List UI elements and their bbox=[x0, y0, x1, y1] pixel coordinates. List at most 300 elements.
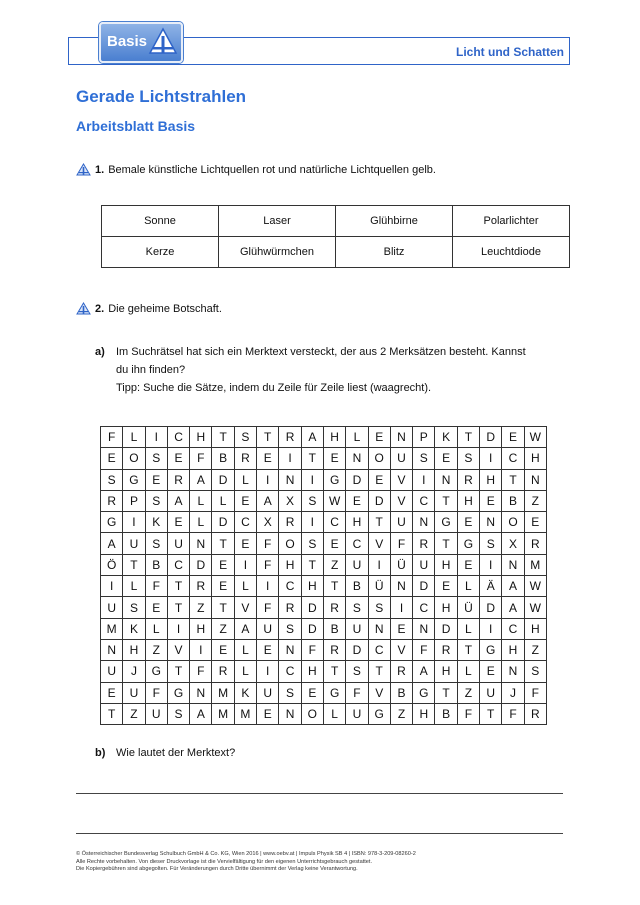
grid-letter-cell[interactable]: L bbox=[323, 703, 345, 724]
grid-letter-cell[interactable]: H bbox=[524, 448, 546, 469]
grid-letter-cell[interactable]: Ü bbox=[368, 576, 390, 597]
grid-letter-cell[interactable]: R bbox=[413, 533, 435, 554]
grid-letter-cell[interactable]: T bbox=[502, 469, 524, 490]
task-2-text: Die geheime Botschaft. bbox=[108, 302, 222, 315]
grid-letter-cell[interactable]: G bbox=[480, 639, 502, 660]
grid-letter-cell[interactable]: G bbox=[413, 682, 435, 703]
grid-letter-cell[interactable]: V bbox=[390, 469, 412, 490]
grid-letter-cell[interactable]: E bbox=[435, 448, 457, 469]
grid-letter-cell[interactable]: T bbox=[435, 682, 457, 703]
grid-letter-cell[interactable]: S bbox=[101, 469, 123, 490]
grid-letter-cell[interactable]: L bbox=[234, 661, 256, 682]
grid-letter-cell[interactable]: B bbox=[145, 554, 167, 575]
grid-letter-cell[interactable]: D bbox=[435, 618, 457, 639]
grid-letter-cell[interactable]: T bbox=[167, 661, 189, 682]
grid-row bbox=[101, 661, 547, 682]
grid-letter-cell[interactable]: F bbox=[190, 661, 212, 682]
grid-letter-cell[interactable]: F bbox=[413, 639, 435, 660]
grid-letter-cell[interactable]: N bbox=[390, 576, 412, 597]
grid-letter-cell[interactable]: E bbox=[346, 490, 368, 511]
grid-letter-cell[interactable]: U bbox=[257, 618, 279, 639]
grid-letter-cell[interactable]: E bbox=[257, 703, 279, 724]
grid-letter-cell[interactable]: E bbox=[167, 448, 189, 469]
grid-letter-cell[interactable]: S bbox=[279, 682, 301, 703]
grid-letter-cell[interactable]: E bbox=[390, 618, 412, 639]
grid-letter-cell[interactable]: F bbox=[257, 533, 279, 554]
grid-letter-cell[interactable]: E bbox=[145, 597, 167, 618]
grid-letter-cell[interactable]: E bbox=[368, 427, 390, 448]
grid-letter-cell[interactable]: R bbox=[212, 661, 234, 682]
grid-letter-cell[interactable]: S bbox=[145, 490, 167, 511]
grid-letter-cell[interactable]: C bbox=[502, 448, 524, 469]
grid-letter-cell[interactable]: F bbox=[524, 682, 546, 703]
grid-letter-cell[interactable]: X bbox=[257, 512, 279, 533]
grid-letter-cell[interactable]: G bbox=[101, 512, 123, 533]
grid-letter-cell[interactable]: F bbox=[145, 682, 167, 703]
grid-letter-cell[interactable]: I bbox=[390, 597, 412, 618]
grid-letter-cell[interactable]: A bbox=[190, 469, 212, 490]
word-cell[interactable]: Blitz bbox=[336, 237, 453, 268]
grid-letter-cell[interactable]: X bbox=[279, 490, 301, 511]
grid-letter-cell[interactable]: S bbox=[301, 490, 323, 511]
grid-letter-cell[interactable]: K bbox=[234, 682, 256, 703]
grid-letter-cell[interactable]: T bbox=[457, 427, 479, 448]
grid-letter-cell[interactable]: C bbox=[413, 597, 435, 618]
word-search-grid bbox=[100, 426, 547, 725]
grid-letter-cell[interactable]: S bbox=[368, 597, 390, 618]
grid-letter-cell[interactable]: M bbox=[212, 703, 234, 724]
grid-letter-cell[interactable]: H bbox=[435, 661, 457, 682]
grid-letter-cell[interactable]: N bbox=[502, 554, 524, 575]
grid-letter-cell[interactable]: H bbox=[435, 597, 457, 618]
grid-letter-cell[interactable]: U bbox=[145, 703, 167, 724]
grid-letter-cell[interactable]: S bbox=[524, 661, 546, 682]
grid-letter-cell[interactable]: E bbox=[212, 576, 234, 597]
grid-letter-cell[interactable]: R bbox=[279, 427, 301, 448]
grid-letter-cell[interactable]: M bbox=[524, 554, 546, 575]
grid-letter-cell[interactable]: D bbox=[368, 490, 390, 511]
grid-letter-cell[interactable]: U bbox=[413, 554, 435, 575]
grid-letter-cell[interactable]: R bbox=[435, 639, 457, 660]
grid-letter-cell[interactable]: G bbox=[145, 661, 167, 682]
grid-letter-cell[interactable]: K bbox=[435, 427, 457, 448]
grid-letter-cell[interactable]: G bbox=[368, 703, 390, 724]
grid-letter-cell[interactable]: A bbox=[101, 533, 123, 554]
grid-letter-cell[interactable]: H bbox=[323, 427, 345, 448]
grid-letter-cell[interactable]: V bbox=[390, 639, 412, 660]
grid-letter-cell[interactable]: U bbox=[167, 533, 189, 554]
word-cell[interactable]: Kerze bbox=[102, 237, 219, 268]
grid-letter-cell[interactable]: T bbox=[212, 533, 234, 554]
grid-letter-cell[interactable]: S bbox=[480, 533, 502, 554]
task-2b-text: Wie lautet der Merktext? bbox=[116, 747, 236, 759]
grid-letter-cell[interactable]: F bbox=[190, 448, 212, 469]
grid-letter-cell[interactable]: C bbox=[279, 576, 301, 597]
grid-letter-cell[interactable]: R bbox=[457, 469, 479, 490]
grid-letter-cell[interactable]: N bbox=[101, 639, 123, 660]
grid-letter-cell[interactable]: N bbox=[435, 469, 457, 490]
grid-letter-cell[interactable]: Ö bbox=[101, 554, 123, 575]
grid-letter-cell[interactable]: L bbox=[346, 427, 368, 448]
grid-letter-cell[interactable]: E bbox=[234, 490, 256, 511]
grid-letter-cell[interactable]: E bbox=[145, 469, 167, 490]
grid-letter-cell[interactable]: I bbox=[279, 448, 301, 469]
grid-letter-cell[interactable]: R bbox=[323, 639, 345, 660]
grid-letter-cell[interactable]: V bbox=[234, 597, 256, 618]
grid-letter-cell[interactable]: E bbox=[301, 682, 323, 703]
grid-letter-cell[interactable]: G bbox=[323, 682, 345, 703]
grid-letter-cell[interactable]: N bbox=[524, 469, 546, 490]
grid-letter-cell[interactable]: V bbox=[368, 533, 390, 554]
task-2a-line-2: du ihn finden? bbox=[116, 364, 186, 376]
grid-letter-cell[interactable]: L bbox=[234, 639, 256, 660]
grid-letter-cell[interactable]: U bbox=[101, 597, 123, 618]
grid-letter-cell[interactable]: I bbox=[167, 618, 189, 639]
grid-letter-cell[interactable]: R bbox=[101, 490, 123, 511]
grid-letter-cell[interactable]: Z bbox=[190, 597, 212, 618]
grid-letter-cell[interactable]: E bbox=[368, 469, 390, 490]
grid-letter-cell[interactable]: X bbox=[502, 533, 524, 554]
word-cell[interactable]: Laser bbox=[219, 206, 336, 237]
grid-letter-cell[interactable]: V bbox=[167, 639, 189, 660]
grid-letter-cell[interactable]: S bbox=[301, 533, 323, 554]
grid-letter-cell[interactable]: E bbox=[101, 682, 123, 703]
grid-letter-cell[interactable]: H bbox=[524, 618, 546, 639]
grid-letter-cell[interactable]: H bbox=[279, 554, 301, 575]
grid-letter-cell[interactable]: I bbox=[480, 448, 502, 469]
grid-letter-cell[interactable]: J bbox=[502, 682, 524, 703]
grid-letter-cell[interactable]: S bbox=[167, 703, 189, 724]
grid-letter-cell[interactable]: N bbox=[502, 661, 524, 682]
grid-letter-cell[interactable]: L bbox=[212, 490, 234, 511]
grid-letter-cell[interactable]: H bbox=[346, 512, 368, 533]
grid-letter-cell[interactable]: M bbox=[234, 703, 256, 724]
grid-letter-cell[interactable]: E bbox=[480, 661, 502, 682]
grid-letter-cell[interactable]: S bbox=[145, 533, 167, 554]
grid-letter-cell[interactable]: F bbox=[257, 554, 279, 575]
grid-letter-cell[interactable]: G bbox=[457, 533, 479, 554]
grid-letter-cell[interactable]: H bbox=[190, 427, 212, 448]
grid-letter-cell[interactable]: T bbox=[435, 490, 457, 511]
grid-letter-cell[interactable]: S bbox=[279, 618, 301, 639]
grid-letter-cell[interactable]: S bbox=[413, 448, 435, 469]
grid-letter-cell[interactable]: C bbox=[323, 512, 345, 533]
grid-letter-cell[interactable]: G bbox=[435, 512, 457, 533]
grid-letter-cell[interactable]: U bbox=[346, 703, 368, 724]
grid-letter-cell[interactable]: E bbox=[167, 512, 189, 533]
grid-letter-cell[interactable]: S bbox=[123, 597, 145, 618]
grid-letter-cell[interactable]: I bbox=[190, 639, 212, 660]
grid-letter-cell[interactable]: T bbox=[212, 597, 234, 618]
grid-letter-cell[interactable]: H bbox=[480, 469, 502, 490]
grid-letter-cell[interactable]: W bbox=[524, 427, 546, 448]
grid-letter-cell[interactable]: A bbox=[301, 427, 323, 448]
grid-letter-cell[interactable]: U bbox=[123, 533, 145, 554]
grid-letter-cell[interactable]: F bbox=[101, 427, 123, 448]
grid-row bbox=[101, 512, 547, 533]
grid-letter-cell[interactable]: I bbox=[413, 469, 435, 490]
footer-line-2: Alle Rechte vorbehalten. Von dieser Druckvorlage ist die Vervielfältigung für den eigenen Unterrichtsgebrauch gestattet. bbox=[76, 858, 373, 865]
grid-letter-cell[interactable]: S bbox=[346, 597, 368, 618]
grid-letter-cell[interactable]: C bbox=[167, 554, 189, 575]
grid-letter-cell[interactable]: F bbox=[390, 533, 412, 554]
grid-letter-cell[interactable]: A bbox=[190, 703, 212, 724]
grid-letter-cell[interactable]: L bbox=[234, 469, 256, 490]
grid-letter-cell[interactable]: U bbox=[101, 661, 123, 682]
grid-letter-cell[interactable]: E bbox=[457, 554, 479, 575]
grid-letter-cell[interactable]: L bbox=[145, 618, 167, 639]
grid-letter-cell[interactable]: L bbox=[190, 490, 212, 511]
grid-letter-cell[interactable]: D bbox=[480, 427, 502, 448]
grid-letter-cell[interactable]: D bbox=[212, 469, 234, 490]
grid-letter-cell[interactable]: L bbox=[457, 618, 479, 639]
grid-letter-cell[interactable]: O bbox=[123, 448, 145, 469]
grid-letter-cell[interactable]: C bbox=[346, 533, 368, 554]
grid-letter-cell[interactable]: T bbox=[323, 576, 345, 597]
grid-letter-cell[interactable]: I bbox=[480, 554, 502, 575]
grid-letter-cell[interactable]: O bbox=[279, 533, 301, 554]
grid-letter-cell[interactable]: B bbox=[323, 618, 345, 639]
grid-letter-cell[interactable]: C bbox=[502, 618, 524, 639]
grid-letter-cell[interactable]: I bbox=[234, 554, 256, 575]
grid-letter-cell[interactable]: L bbox=[123, 427, 145, 448]
grid-letter-cell[interactable]: O bbox=[502, 512, 524, 533]
grid-letter-cell[interactable]: E bbox=[212, 554, 234, 575]
grid-letter-cell[interactable]: T bbox=[212, 427, 234, 448]
grid-letter-cell[interactable]: I bbox=[257, 576, 279, 597]
grid-row bbox=[101, 427, 547, 448]
grid-letter-cell[interactable]: H bbox=[502, 639, 524, 660]
grid-letter-cell[interactable]: R bbox=[279, 512, 301, 533]
grid-letter-cell[interactable]: D bbox=[301, 597, 323, 618]
grid-letter-cell[interactable]: F bbox=[145, 576, 167, 597]
grid-letter-cell[interactable]: F bbox=[457, 703, 479, 724]
grid-letter-cell[interactable]: E bbox=[212, 639, 234, 660]
grid-letter-cell[interactable]: H bbox=[190, 618, 212, 639]
grid-letter-cell[interactable]: A bbox=[502, 597, 524, 618]
grid-letter-cell[interactable]: N bbox=[279, 469, 301, 490]
grid-letter-cell[interactable]: C bbox=[279, 661, 301, 682]
grid-letter-cell[interactable]: N bbox=[190, 533, 212, 554]
grid-letter-cell[interactable]: Z bbox=[212, 618, 234, 639]
grid-letter-cell[interactable]: G bbox=[323, 469, 345, 490]
grid-letter-cell[interactable]: F bbox=[502, 703, 524, 724]
grid-letter-cell[interactable]: A bbox=[167, 490, 189, 511]
word-cell[interactable]: Glühbirne bbox=[336, 206, 453, 237]
grid-letter-cell[interactable]: B bbox=[390, 682, 412, 703]
grid-letter-cell[interactable]: E bbox=[257, 639, 279, 660]
grid-letter-cell[interactable]: Z bbox=[524, 490, 546, 511]
difficulty-triangle-icon bbox=[76, 302, 91, 315]
grid-letter-cell[interactable]: T bbox=[101, 703, 123, 724]
grid-letter-cell[interactable]: Z bbox=[457, 682, 479, 703]
grid-letter-cell[interactable]: Ü bbox=[457, 597, 479, 618]
grid-letter-cell[interactable]: N bbox=[346, 448, 368, 469]
word-cell[interactable]: Sonne bbox=[102, 206, 219, 237]
grid-letter-cell[interactable]: S bbox=[145, 448, 167, 469]
grid-letter-cell[interactable]: J bbox=[123, 661, 145, 682]
grid-letter-cell[interactable]: R bbox=[234, 448, 256, 469]
grid-letter-cell[interactable]: D bbox=[301, 618, 323, 639]
grid-letter-cell[interactable]: H bbox=[435, 554, 457, 575]
grid-letter-cell[interactable]: E bbox=[435, 576, 457, 597]
grid-letter-cell[interactable]: U bbox=[257, 682, 279, 703]
grid-letter-cell[interactable]: N bbox=[390, 427, 412, 448]
grid-letter-cell[interactable]: R bbox=[323, 597, 345, 618]
grid-letter-cell[interactable]: T bbox=[323, 661, 345, 682]
grid-letter-cell[interactable]: N bbox=[368, 618, 390, 639]
grid-letter-cell[interactable]: N bbox=[279, 639, 301, 660]
grid-letter-cell[interactable]: G bbox=[123, 469, 145, 490]
grid-letter-cell[interactable]: A bbox=[234, 618, 256, 639]
grid-letter-cell[interactable]: H bbox=[457, 490, 479, 511]
grid-letter-cell[interactable]: K bbox=[123, 618, 145, 639]
grid-letter-cell[interactable]: H bbox=[301, 661, 323, 682]
grid-letter-cell[interactable]: O bbox=[368, 448, 390, 469]
grid-letter-cell[interactable]: T bbox=[301, 554, 323, 575]
grid-letter-cell[interactable]: U bbox=[390, 512, 412, 533]
grid-letter-cell[interactable]: Z bbox=[390, 703, 412, 724]
grid-letter-cell[interactable]: G bbox=[167, 682, 189, 703]
grid-letter-cell[interactable]: I bbox=[101, 576, 123, 597]
grid-letter-cell[interactable]: U bbox=[390, 448, 412, 469]
grid-letter-cell[interactable]: P bbox=[123, 490, 145, 511]
grid-letter-cell[interactable]: U bbox=[123, 682, 145, 703]
grid-letter-cell[interactable]: U bbox=[346, 554, 368, 575]
grid-letter-cell[interactable]: C bbox=[368, 639, 390, 660]
grid-letter-cell[interactable]: I bbox=[123, 512, 145, 533]
grid-letter-cell[interactable]: U bbox=[480, 682, 502, 703]
grid-letter-cell[interactable]: D bbox=[190, 554, 212, 575]
grid-letter-cell[interactable]: R bbox=[279, 597, 301, 618]
grid-letter-cell[interactable]: N bbox=[413, 618, 435, 639]
grid-letter-cell[interactable]: T bbox=[368, 661, 390, 682]
grid-letter-cell[interactable]: D bbox=[480, 597, 502, 618]
grid-letter-cell[interactable]: M bbox=[212, 682, 234, 703]
grid-letter-cell[interactable]: T bbox=[123, 554, 145, 575]
grid-letter-cell[interactable]: K bbox=[145, 512, 167, 533]
grid-letter-cell[interactable]: C bbox=[234, 512, 256, 533]
grid-letter-cell[interactable]: H bbox=[301, 576, 323, 597]
grid-letter-cell[interactable]: C bbox=[167, 427, 189, 448]
grid-letter-cell[interactable]: E bbox=[101, 448, 123, 469]
grid-letter-cell[interactable]: M bbox=[101, 618, 123, 639]
grid-letter-cell[interactable]: I bbox=[257, 661, 279, 682]
grid-letter-cell[interactable]: R bbox=[524, 703, 546, 724]
grid-letter-cell[interactable]: B bbox=[502, 490, 524, 511]
grid-letter-cell[interactable]: A bbox=[257, 490, 279, 511]
grid-letter-cell[interactable]: H bbox=[123, 639, 145, 660]
grid-letter-cell[interactable]: L bbox=[457, 661, 479, 682]
grid-letter-cell[interactable]: Z bbox=[145, 639, 167, 660]
grid-letter-cell[interactable]: I bbox=[301, 469, 323, 490]
grid-letter-cell[interactable]: U bbox=[346, 618, 368, 639]
grid-letter-cell[interactable]: Z bbox=[123, 703, 145, 724]
grid-letter-cell[interactable]: S bbox=[346, 661, 368, 682]
grid-letter-cell[interactable]: D bbox=[346, 469, 368, 490]
grid-letter-cell[interactable]: Z bbox=[323, 554, 345, 575]
grid-letter-cell[interactable]: T bbox=[457, 639, 479, 660]
word-cell[interactable]: Leuchtdiode bbox=[453, 237, 570, 268]
grid-letter-cell[interactable]: T bbox=[480, 703, 502, 724]
grid-letter-cell[interactable]: W bbox=[524, 597, 546, 618]
grid-letter-cell[interactable]: W bbox=[323, 490, 345, 511]
grid-letter-cell[interactable]: I bbox=[145, 427, 167, 448]
grid-row bbox=[101, 448, 547, 469]
grid-letter-cell[interactable]: B bbox=[435, 703, 457, 724]
grid-letter-cell[interactable]: D bbox=[212, 512, 234, 533]
grid-letter-cell[interactable]: N bbox=[413, 512, 435, 533]
grid-letter-cell[interactable]: W bbox=[524, 576, 546, 597]
grid-letter-cell[interactable]: S bbox=[234, 427, 256, 448]
grid-letter-cell[interactable]: L bbox=[234, 576, 256, 597]
grid-letter-cell[interactable]: T bbox=[301, 448, 323, 469]
grid-letter-cell[interactable]: E bbox=[323, 448, 345, 469]
grid-letter-cell[interactable]: T bbox=[368, 512, 390, 533]
grid-letter-cell[interactable]: N bbox=[279, 703, 301, 724]
grid-letter-cell[interactable]: F bbox=[301, 639, 323, 660]
grid-letter-cell[interactable]: E bbox=[480, 490, 502, 511]
grid-letter-cell[interactable]: D bbox=[413, 576, 435, 597]
grid-letter-cell[interactable]: O bbox=[301, 703, 323, 724]
grid-letter-cell[interactable]: A bbox=[413, 661, 435, 682]
grid-letter-cell[interactable]: E bbox=[502, 427, 524, 448]
grid-letter-cell[interactable]: P bbox=[413, 427, 435, 448]
grid-letter-cell[interactable]: E bbox=[457, 512, 479, 533]
grid-letter-cell[interactable]: I bbox=[301, 512, 323, 533]
grid-letter-cell[interactable]: F bbox=[257, 597, 279, 618]
grid-letter-cell[interactable]: C bbox=[413, 490, 435, 511]
grid-letter-cell[interactable]: E bbox=[524, 512, 546, 533]
grid-letter-cell[interactable]: R bbox=[167, 469, 189, 490]
grid-letter-cell[interactable]: Z bbox=[524, 639, 546, 660]
grid-letter-cell[interactable]: I bbox=[257, 469, 279, 490]
grid-letter-cell[interactable]: F bbox=[346, 682, 368, 703]
grid-letter-cell[interactable]: A bbox=[502, 576, 524, 597]
word-cell[interactable]: Polarlichter bbox=[453, 206, 570, 237]
grid-letter-cell[interactable]: R bbox=[190, 576, 212, 597]
grid-letter-cell[interactable]: B bbox=[346, 576, 368, 597]
grid-letter-cell[interactable]: E bbox=[323, 533, 345, 554]
grid-letter-cell[interactable]: R bbox=[524, 533, 546, 554]
grid-letter-cell[interactable]: V bbox=[390, 490, 412, 511]
grid-letter-cell[interactable]: B bbox=[212, 448, 234, 469]
grid-letter-cell[interactable]: N bbox=[480, 512, 502, 533]
grid-letter-cell[interactable]: T bbox=[435, 533, 457, 554]
grid-letter-cell[interactable]: I bbox=[480, 618, 502, 639]
grid-letter-cell[interactable]: T bbox=[167, 576, 189, 597]
grid-letter-cell[interactable]: R bbox=[390, 661, 412, 682]
grid-row bbox=[101, 639, 547, 660]
grid-letter-cell[interactable]: E bbox=[234, 533, 256, 554]
grid-letter-cell[interactable]: T bbox=[257, 427, 279, 448]
grid-letter-cell[interactable]: N bbox=[190, 682, 212, 703]
grid-letter-cell[interactable]: S bbox=[457, 448, 479, 469]
grid-letter-cell[interactable]: Ä bbox=[480, 576, 502, 597]
grid-letter-cell[interactable]: E bbox=[257, 448, 279, 469]
grid-letter-cell[interactable]: Ü bbox=[390, 554, 412, 575]
grid-letter-cell[interactable]: I bbox=[368, 554, 390, 575]
word-cell[interactable]: Glühwürmchen bbox=[219, 237, 336, 268]
grid-letter-cell[interactable]: H bbox=[413, 703, 435, 724]
grid-letter-cell[interactable]: L bbox=[190, 512, 212, 533]
grid-letter-cell[interactable]: D bbox=[346, 639, 368, 660]
grid-letter-cell[interactable]: V bbox=[368, 682, 390, 703]
task-2a-line-1: Im Suchrätsel hat sich ein Merktext versteckt, der aus 2 Merksätzen besteht. Kannst bbox=[116, 346, 526, 358]
grid-letter-cell[interactable]: L bbox=[457, 576, 479, 597]
grid-letter-cell[interactable]: T bbox=[167, 597, 189, 618]
grid-letter-cell[interactable]: L bbox=[123, 576, 145, 597]
